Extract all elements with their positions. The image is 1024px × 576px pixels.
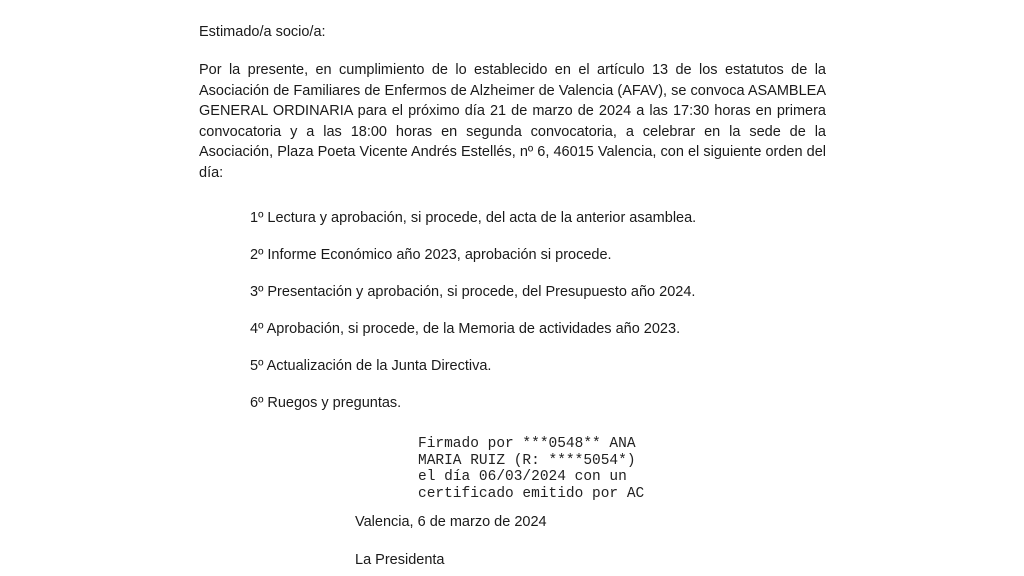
signature-line-1: Firmado por ***0548** ANA [418, 436, 636, 452]
intro-paragraph: Por la presente, en cumplimiento de lo establecido en el artículo 13 de los estatutos de la Asociación de Familiares de Enfermos de Alzheimer de Valencia (AFAV), se convoca ASAMBLEA GENERAL ORDINARIA para el próximo día 21 de marzo de 2024 a las 17:30 horas en primera convocatoria y a las 18:00 horas en segunda convocatoria, a celebrar en la sede de la Asociación, Plaza Poeta Vicente Andrés Estellés, nº 6, 46015 Valencia, con el siguiente orden del día: [199, 62, 826, 181]
signature-line-4: certificado emitido por AC [418, 485, 645, 502]
agenda-item-1: 1º Lectura y aprobación, si procede, del acta de la anterior asamblea. [250, 210, 697, 226]
signature-line-2: MARIA RUIZ (R: ****5054*) [418, 452, 636, 469]
agenda-item-6: 6º Ruegos y preguntas. [250, 395, 402, 411]
agenda-item-4: 4º Aprobación, si procede, de la Memoria de actividades año 2023. [250, 321, 681, 337]
agenda-list [250, 208, 696, 430]
greeting: Estimado/a socio/a: [199, 24, 326, 40]
agenda-item-3: 3º Presentación y aprobación, si procede, del Presupuesto año 2024. [250, 284, 696, 300]
digital-signature-block [418, 436, 644, 502]
signature-line-3: el día 06/03/2024 con un [418, 469, 627, 485]
place-date: Valencia, 6 de marzo de 2024 [355, 514, 547, 530]
agenda-item-2: 2º Informe Económico año 2023, aprobación si procede. [250, 247, 612, 263]
agenda-item-5: 5º Actualización de la Junta Directiva. [250, 358, 492, 374]
signer-role: La Presidenta [355, 552, 445, 568]
